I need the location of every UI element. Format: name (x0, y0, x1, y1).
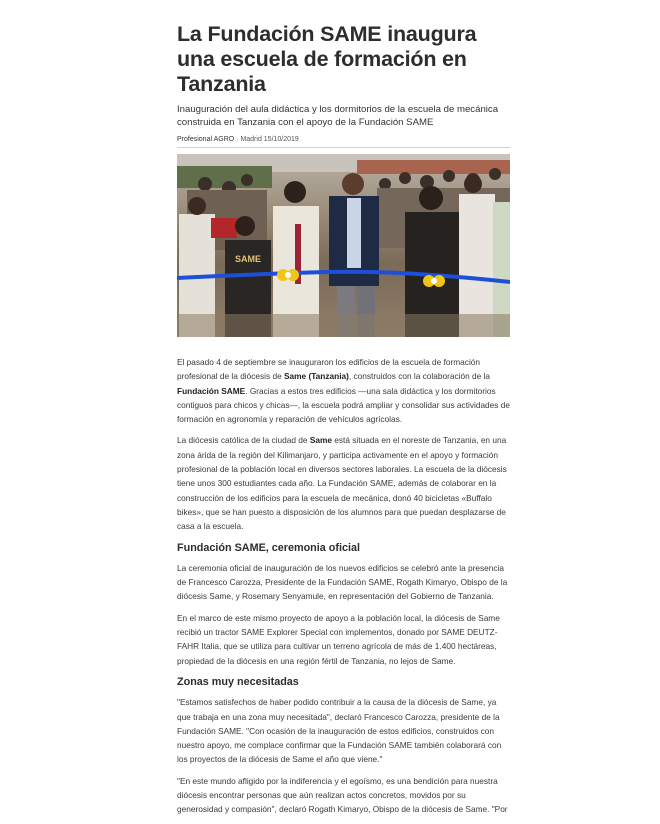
p2-bold-same: Same (309, 435, 332, 446)
subhead-ceremonia: Fundación SAME, ceremonia oficial (177, 541, 360, 554)
p2-text-a: La diócesis católica de la ciudad de (177, 435, 310, 446)
article (177, 0, 510, 824)
p2-text-c: está situada en el noreste de Tanzania, en una zona árida de la región del Kilimanjaro, y participa activamente en el apoyo y formación profesional de la población local en diversos sectores laborales. La escuela de la diócesis tiene unos 300 estudiantes cada año. La Fundación SAME, además de colaborar en la construcción de los edificios para la escuela de mecánica, donó 40 bicicletas «Buffalo bikes», que se han puesto a disposición de los alumnos para que puedan desplazarse de casa a la escuela. (177, 435, 507, 532)
paragraph-5: "Estamos satisfechos de haber podido contribuir a la causa de la diócesis de Same, ya que trabaja en una zona muy necesitada", declaró Francesco Carozza, presidente de la Fundación SAME. "Con ocasión de la inauguración de estos edificios, construidos con nuestro apoyo, me complace confirmar que la Fundación SAME también colaborará con los proyectos de la diócesis de Same el año que viene." (177, 697, 502, 765)
ribbon-cutting-photo (177, 154, 510, 337)
byline-date: Madrid 15/10/2019 (240, 136, 299, 143)
paragraph-6: "En este mundo afligido por la indiferencia y el egoísmo, es una bendición para nuestra diócesis encontrar personas que aún realizan actos concretos, movidos por su generosidad y compasión", declaró Rogath Kimaryo, Obispo de la diócesis de Same. "Por (177, 775, 508, 815)
byline (177, 136, 510, 148)
p1-text-c: , construidos con la colaboración de la (348, 371, 491, 382)
subhead-zonas: Zonas muy necesitadas (177, 675, 299, 688)
paragraph-2 (177, 433, 510, 533)
byline-source: Profesional AGRO (177, 136, 235, 143)
paragraph-1 (177, 355, 510, 426)
byline-separator: · (234, 136, 241, 143)
article-body (177, 355, 510, 817)
p1-text-d: . Gracias a estos tres edificios —una sala didáctica y los dormitorios contiguos para chicos y chicas—, la escuela podrá ampliar y consolidar sus actividades de formación en agronomía y reparación de vehículos agrícolas. (177, 385, 510, 425)
headline: La Fundación SAME inaugura una escuela de formación en Tanzania (177, 22, 477, 96)
paragraph-3: La ceremonia oficial de inauguración de los nuevos edificios se celebró ante la presencia de Francesco Carozza, Presidente de la Fundación SAME, Rogath Kimaryo, Obispo de la diócesis Same, y Rosemary Senyamule, en representación del Gobierno de Tanzania. (177, 562, 508, 602)
p1-bold-same-tanzania: Same (Tanzania) (284, 371, 349, 382)
paragraph-4: En el marco de este mismo proyecto de apoyo a la población local, la diócesis de Same recibió un tractor SAME Explorer Special con implementos, donado por SAME DEUTZ-FAHR Italia, que se utiliza para cultivar un terreno agrícola de más de 1.400 hectáreas, propiedad de la diócesis en una región fértil de Tanzania, no lejos de Same. (177, 612, 500, 666)
shirt-text: SAME (234, 254, 262, 264)
p1-bold-fundacion: Fundación SAME (177, 385, 246, 396)
photo-illustration (177, 154, 510, 337)
p1-text-a: El pasado 4 de septiembre se inauguraron los edificios de la escuela de formación profesional de la diócesis de (177, 357, 481, 382)
subtitle: Inauguración del aula didáctica y los dormitorios de la escuela de mecánica construida en Tanzania con el apoyo de la Fundación SAME (177, 104, 499, 128)
